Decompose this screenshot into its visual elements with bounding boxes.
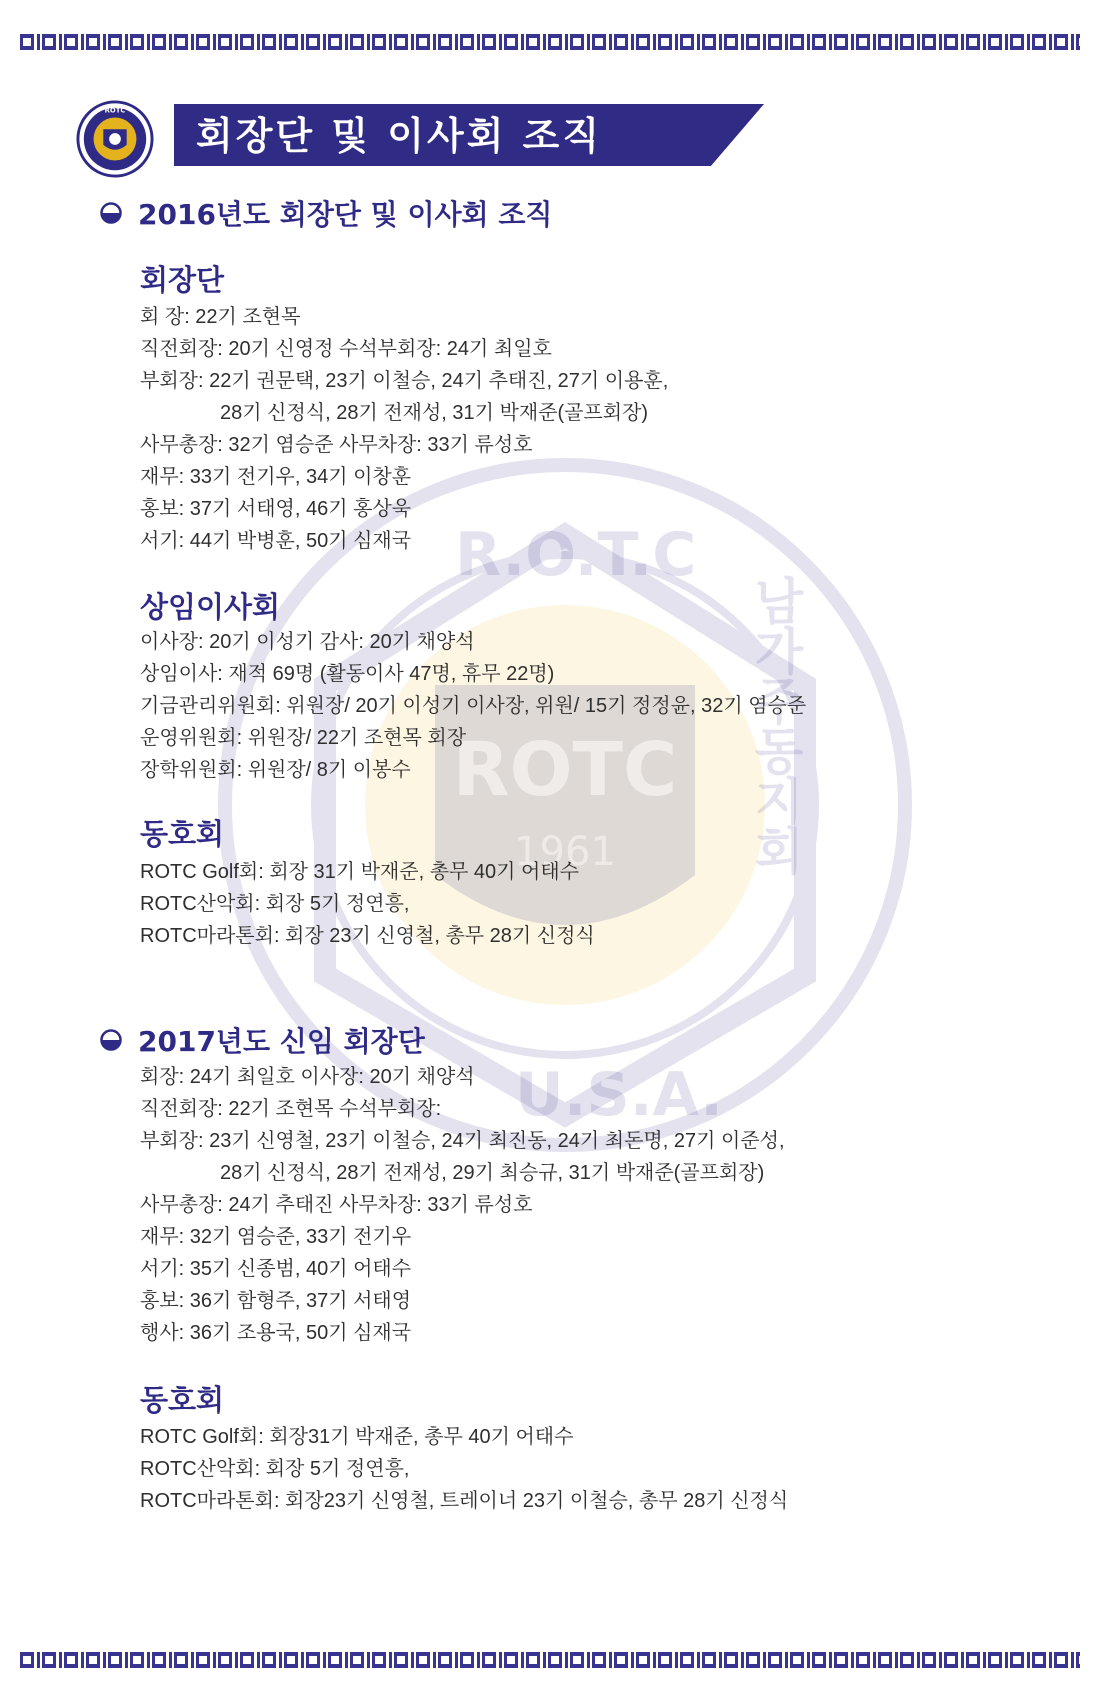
bottom-greek-key-border	[20, 1652, 1080, 1668]
half-circle-bullet-icon	[100, 202, 122, 224]
watermark-year: 1961	[514, 829, 616, 875]
list-item: 회 장: 22기 조현목	[140, 306, 301, 328]
list-item: 이사장: 20기 이성기 감사: 20기 채양석	[140, 631, 475, 653]
section-heading: 2017년도 신임 회장단	[138, 1025, 425, 1058]
logo-ring-text: ROTC	[104, 106, 126, 115]
page-title: 회장단 및 이사회 조직	[196, 114, 603, 158]
section-2016-heading	[100, 193, 552, 233]
section-heading: 2016년도 회장단 및 이사회 조직	[138, 198, 553, 231]
group-title-clubs-2017: 동호회	[140, 1383, 225, 1417]
list-item: 장학위원회: 위원장/ 8기 이봉수	[140, 759, 411, 781]
list-item: ROTC마라톤회: 회장 23기 신영철, 총무 28기 신정식	[140, 925, 595, 947]
half-circle-bullet-icon	[100, 1029, 122, 1051]
watermark-right-text: 남가주동지회	[746, 575, 804, 875]
list-item: 서기: 35기 신종범, 40기 어태수	[140, 1258, 412, 1280]
list-item: 부회장: 22기 권문택, 23기 이철승, 24기 추태진, 27기 이용훈,	[140, 370, 669, 392]
list-item: 회장: 24기 최일호 이사장: 20기 채양석	[140, 1066, 475, 1088]
rotc-logo	[76, 100, 154, 178]
top-greek-key-border	[20, 34, 1080, 50]
list-item: 부회장: 23기 신영철, 23기 이철승, 24기 최진동, 24기 최돈명, 27기 이준성,	[140, 1130, 785, 1152]
list-item: ROTC마라톤회: 회장23기 신영철, 트레이너 23기 이철승, 총무 28기 신정식	[140, 1490, 789, 1512]
group-title-clubs: 동호회	[140, 817, 225, 851]
list-item: ROTC Golf회: 회장31기 박재준, 총무 40기 어태수	[140, 1426, 574, 1448]
list-item: 직전회장: 20기 신영정 수석부회장: 24기 최일호	[140, 338, 552, 360]
list-item: 재무: 33기 전기우, 34기 이창훈	[140, 466, 412, 488]
list-item: 서기: 44기 박병훈, 50기 심재국	[140, 530, 412, 552]
list-item: 직전회장: 22기 조현목 수석부회장:	[140, 1098, 442, 1120]
list-item: ROTC산악회: 회장 5기 정연흥,	[140, 1458, 410, 1480]
list-item: 사무총장: 24기 추태진 사무차장: 33기 류성호	[140, 1194, 533, 1216]
list-item: 재무: 32기 염승준, 33기 전기우	[140, 1226, 412, 1248]
list-item: 홍보: 37기 서태영, 46기 홍상욱	[140, 498, 412, 520]
list-item: 행사: 36기 조용국, 50기 심재국	[140, 1322, 412, 1344]
group-title-leadership: 회장단	[140, 263, 225, 297]
list-item: 상임이사: 재적 69명 (활동이사 47명, 휴무 22명)	[140, 663, 555, 685]
list-item: ROTC Golf회: 회장 31기 박재준, 총무 40기 어태수	[140, 861, 580, 883]
watermark-rotc: ROTC	[452, 727, 678, 813]
section-2017-heading	[100, 1020, 425, 1060]
list-item: 28기 신정식, 28기 전재성, 31기 박재준(골프회장)	[220, 402, 649, 424]
list-item: 사무총장: 32기 염승준 사무차장: 33기 류성호	[140, 434, 533, 456]
list-item: 홍보: 36기 함형주, 37기 서태영	[140, 1290, 412, 1312]
list-item: 28기 신정식, 28기 전재성, 29기 최승규, 31기 박재준(골프회장)	[220, 1162, 765, 1184]
list-item: ROTC산악회: 회장 5기 정연흥,	[140, 893, 410, 915]
group-title-standing-board: 상임이사회	[140, 590, 281, 624]
watermark-top-text: R.O.T.C	[455, 520, 697, 590]
watermark-bottom-text: U.S.A.	[515, 1060, 723, 1130]
list-item: 기금관리위원회: 위원장/ 20기 이성기 이사장, 위원/ 15기 정정윤, 32기 염승준	[140, 695, 807, 717]
list-item: 운영위원회: 위원장/ 22기 조현목 회장	[140, 727, 467, 749]
